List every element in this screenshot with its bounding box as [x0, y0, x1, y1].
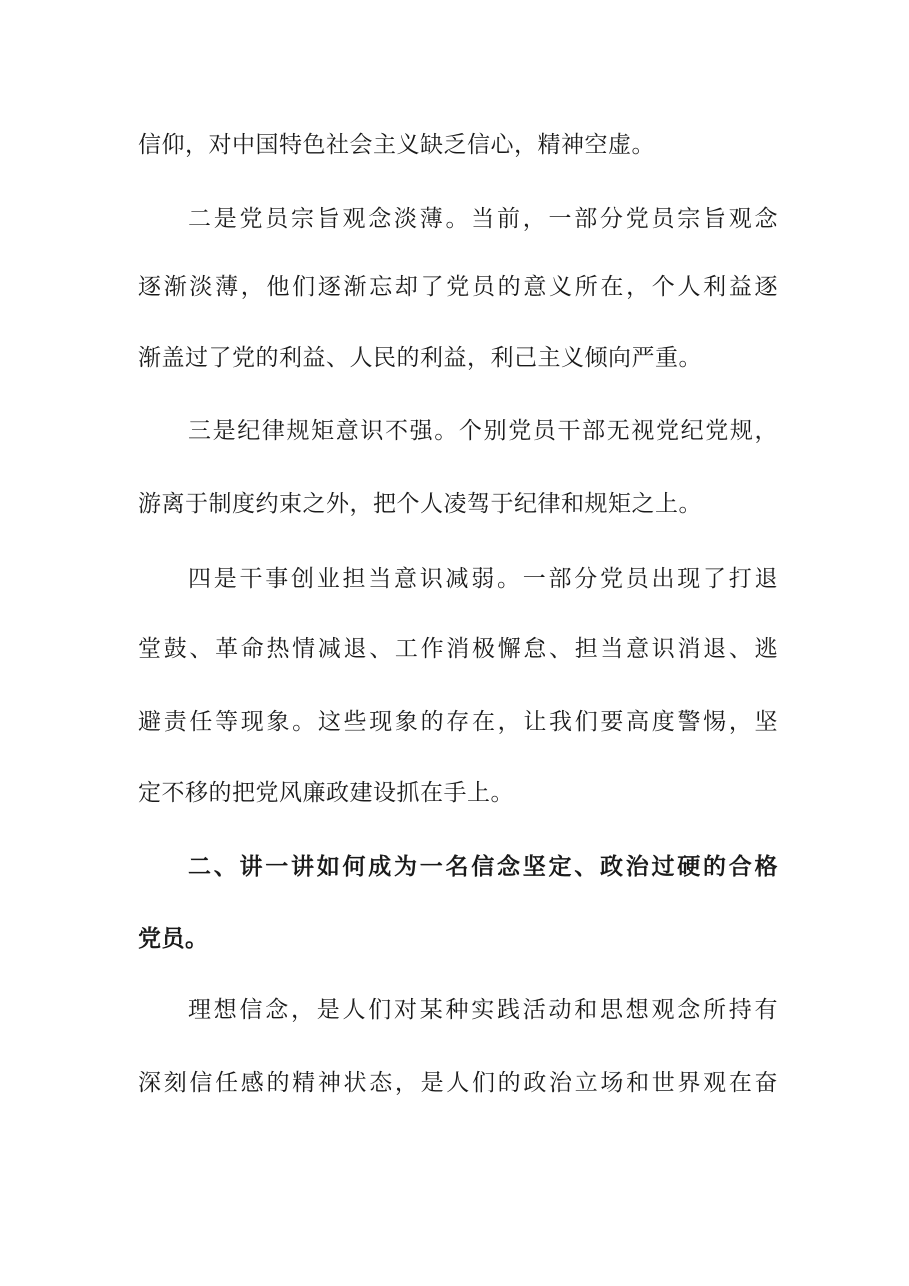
body-text-line: 四是干事创业担当意识减弱。一部分党员出现了打退	[188, 566, 778, 592]
section-heading-continuation: 党员。	[138, 925, 209, 952]
body-text-line: 信仰，对中国特色社会主义缺乏信心，精神空虚。	[138, 132, 655, 158]
body-text-line: 堂鼓、革命热情减退、工作消极懈怠、担当意识消退、逃	[138, 636, 778, 662]
section-heading: 二、讲一讲如何成为一名信念坚定、政治过硬的合格	[188, 853, 778, 880]
body-text-line: 理想信念，是人们对某种实践活动和思想观念所持有	[188, 997, 778, 1023]
body-text-line: 逐渐淡薄，他们逐渐忘却了党员的意义所在，个人利益逐	[138, 274, 778, 300]
body-text-line: 三是纪律规矩意识不强。个别党员干部无视党纪党规，	[188, 418, 778, 444]
body-text-line: 定不移的把党风廉政建设抓在手上。	[138, 780, 514, 806]
body-text-line: 渐盖过了党的利益、人民的利益，利己主义倾向严重。	[138, 345, 702, 371]
body-text-line: 深刻信任感的精神状态，是人们的政治立场和世界观在奋	[138, 1070, 778, 1096]
body-text-line: 二是党员宗旨观念淡薄。当前，一部分党员宗旨观念	[188, 206, 778, 232]
body-text-line: 避责任等现象。这些现象的存在，让我们要高度警惕，坚	[138, 709, 778, 735]
body-text-line: 游离于制度约束之外，把个人凌驾于纪律和规矩之上。	[138, 491, 702, 517]
